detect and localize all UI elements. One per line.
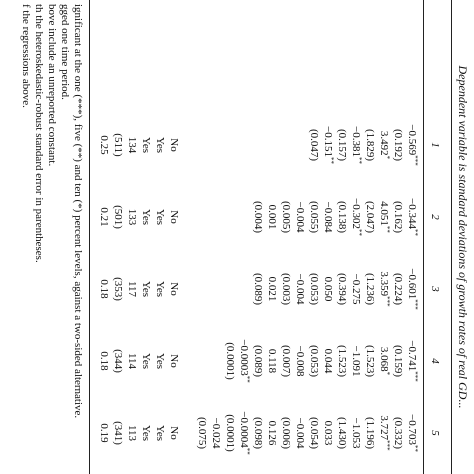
- cell-value: (0.006): [280, 416, 292, 450]
- table-cell: [97, 182, 110, 252]
- table-cell: [321, 398, 334, 468]
- table-cell: [167, 398, 180, 468]
- cell-value: Yes: [140, 280, 152, 297]
- cell-value: (2.047): [364, 200, 376, 234]
- table-cell: [377, 110, 390, 180]
- cell-value: 0.21: [98, 207, 110, 227]
- column-header-2: 2: [429, 214, 441, 220]
- table-cell: [293, 326, 306, 396]
- significance-stars: *: [383, 155, 391, 160]
- cell-value: (0.003): [280, 272, 292, 306]
- table-cell: [97, 254, 110, 324]
- cell-value: 0.044: [322, 348, 334, 374]
- cell-value: (0.098): [252, 416, 264, 450]
- cell-value: No: [168, 210, 180, 224]
- cell-value: (0.332): [392, 416, 404, 450]
- table-cell: [251, 254, 264, 324]
- cell-value: Yes: [140, 208, 152, 225]
- table-cell: [153, 254, 166, 324]
- table-cell: [335, 326, 348, 396]
- cell-value: Yes: [154, 208, 166, 225]
- significance-stars: **: [243, 375, 251, 383]
- table-cell: [363, 182, 376, 252]
- cell-value: (1.523): [336, 344, 348, 378]
- cell-value: (0.075): [196, 416, 208, 450]
- cell-value: (1.236): [364, 272, 376, 306]
- table-cell: [251, 182, 264, 252]
- cell-value: (0.159): [392, 344, 404, 378]
- cell-value: (0.157): [336, 128, 348, 162]
- table-cell: [153, 110, 166, 180]
- cell-value: −0.344: [406, 198, 418, 229]
- cell-value: (0.394): [336, 272, 348, 306]
- table-cell: [405, 182, 418, 252]
- table-cell: [307, 182, 320, 252]
- cell-value: 4.051: [378, 201, 390, 226]
- cell-value: (0.0001): [224, 342, 236, 380]
- cell-value: Yes: [154, 424, 166, 441]
- note-constant: bove include an unreported constant.: [46, 4, 58, 167]
- cell-value: (1.430): [336, 416, 348, 450]
- significance-stars: ***: [383, 440, 391, 451]
- table-cell: [265, 254, 278, 324]
- table-cell: [335, 182, 348, 252]
- table-cell: [279, 326, 292, 396]
- table-cell: [223, 326, 236, 396]
- cell-value: 113: [126, 424, 138, 442]
- column-header-5: 5: [429, 430, 441, 436]
- significance-stars: **: [243, 447, 251, 455]
- cell-value: −0.569: [406, 124, 418, 156]
- table-cell: [349, 254, 362, 324]
- column-header-1: 1: [429, 142, 441, 148]
- cell-value: 0.001: [266, 204, 278, 230]
- cell-value: No: [168, 354, 180, 368]
- cell-value: 0.18: [98, 279, 110, 299]
- cell-value: 3.068: [378, 346, 390, 372]
- cell-value: (0.053): [308, 344, 320, 378]
- cell-value: (0.053): [308, 272, 320, 306]
- significance-stars: **: [355, 228, 363, 236]
- cell-value: (511): [112, 133, 124, 157]
- cell-value: (0.089): [252, 344, 264, 378]
- significance-stars: **: [411, 228, 419, 236]
- cell-value: Yes: [140, 352, 152, 369]
- cell-value: −0.381: [350, 126, 362, 157]
- table-cell: [363, 254, 376, 324]
- cell-value: (0.055): [308, 200, 320, 234]
- significance-stars: **: [355, 156, 363, 164]
- table-cell: [349, 182, 362, 252]
- cell-value: No: [168, 138, 180, 152]
- cell-value: 0.25: [98, 135, 110, 155]
- table-cell: [153, 182, 166, 252]
- table-cell: [153, 326, 166, 396]
- table-cell: [139, 254, 152, 324]
- cell-value: 0.126: [266, 420, 278, 446]
- column-header-3: 3: [429, 286, 441, 292]
- table-cell: [307, 110, 320, 180]
- cell-value: 0.118: [266, 348, 278, 374]
- bottom-rule: [89, 0, 90, 474]
- cell-value: (0.162): [392, 200, 404, 234]
- cell-value: (0.007): [280, 344, 292, 378]
- table-cell: [363, 110, 376, 180]
- table-cell: [279, 182, 292, 252]
- table-cell: [265, 182, 278, 252]
- table-cell: [97, 326, 110, 396]
- table-cell: [139, 326, 152, 396]
- table-notes: [19, 4, 84, 474]
- cell-value: −0.151: [322, 126, 334, 157]
- cell-value: 114: [126, 352, 138, 370]
- table-cell: [125, 110, 138, 180]
- column-header-4: 4: [429, 358, 441, 364]
- cell-value: −0.302: [350, 198, 362, 229]
- table-cell: [209, 398, 222, 468]
- table-cell: [167, 326, 180, 396]
- cell-value: (0.0001): [224, 414, 236, 452]
- table-cell: [377, 326, 390, 396]
- table-cell: [363, 398, 376, 468]
- table-cell: [251, 398, 264, 468]
- table-cell: [223, 398, 236, 468]
- cell-value: (0.089): [252, 272, 264, 306]
- table-cell: [125, 398, 138, 468]
- cell-value: 3.727: [378, 415, 390, 441]
- cell-value: 3.359: [378, 271, 390, 297]
- table-cell: [307, 254, 320, 324]
- note-regressions: f the regressions above.: [20, 4, 32, 108]
- cell-value: 134: [126, 136, 138, 154]
- table-cell: [111, 254, 124, 324]
- cell-value: −0.004: [294, 273, 306, 305]
- table-cell: [237, 326, 250, 396]
- cell-value: (0.005): [280, 200, 292, 234]
- cell-value: −0.004: [294, 201, 306, 233]
- note-significance: ignificant at the one (***), five (**) and ten (*) percent levels, against a two-sided alternative.: [72, 4, 84, 419]
- cell-value: −0.0004: [238, 411, 250, 448]
- table-cell: [377, 182, 390, 252]
- table-cell: [391, 398, 404, 468]
- significance-stars: *: [383, 371, 391, 376]
- table-cell: [111, 182, 124, 252]
- significance-stars: ***: [411, 299, 419, 310]
- cell-value: −0.0003: [238, 339, 250, 376]
- cell-value: −0.008: [294, 345, 306, 377]
- cell-value: Yes: [154, 352, 166, 369]
- table-cell: [167, 254, 180, 324]
- table-cell: [391, 110, 404, 180]
- cell-value: Yes: [154, 280, 166, 297]
- significance-stars: **: [411, 444, 419, 452]
- table-cell: [139, 398, 152, 468]
- table-cell: [153, 398, 166, 468]
- table-cell: [321, 182, 334, 252]
- table-cell: [405, 110, 418, 180]
- table-cell: [335, 110, 348, 180]
- table-cell: [321, 110, 334, 180]
- table-cell: [307, 326, 320, 396]
- cell-value: Yes: [154, 136, 166, 153]
- cell-value: −0.741: [406, 340, 418, 372]
- significance-stars: ***: [411, 155, 419, 166]
- cell-value: (1.523): [364, 344, 376, 378]
- cell-value: 0.033: [322, 420, 334, 446]
- table-cell: [125, 254, 138, 324]
- cell-value: No: [168, 282, 180, 296]
- cell-value: (501): [112, 205, 124, 229]
- table-cell: [405, 398, 418, 468]
- table-cell: [349, 110, 362, 180]
- cell-value: 117: [126, 280, 138, 298]
- table-cell: [293, 254, 306, 324]
- cell-value: 0.18: [98, 351, 110, 371]
- table-cell: [125, 182, 138, 252]
- cell-value: (1.829): [364, 128, 376, 162]
- table-cell: [97, 110, 110, 180]
- cell-value: 0.050: [322, 276, 334, 302]
- table-cell: [293, 182, 306, 252]
- cell-value: Yes: [140, 424, 152, 441]
- significance-stars: ***: [411, 371, 419, 382]
- cell-value: 133: [126, 208, 138, 226]
- table-cell: [391, 326, 404, 396]
- cell-value: −0.275: [350, 273, 362, 305]
- table-cell: [111, 398, 124, 468]
- cell-value: No: [168, 426, 180, 440]
- table-cell: [237, 398, 250, 468]
- cell-value: −0.084: [322, 201, 334, 233]
- cell-value: (0.054): [308, 416, 320, 450]
- table-cell: [265, 398, 278, 468]
- table-cell: [279, 398, 292, 468]
- table-cell: [377, 254, 390, 324]
- table-caption: Dependent variable is standard deviations of growth rates of real GD...: [456, 65, 470, 409]
- cell-value: 0.021: [266, 276, 278, 302]
- table-cell: [97, 398, 110, 468]
- table-cell: [405, 254, 418, 324]
- cell-value: (1.196): [364, 416, 376, 450]
- table-cell: [349, 326, 362, 396]
- cell-value: 3.492: [378, 130, 390, 156]
- table-cell: [251, 326, 264, 396]
- table-cell: [405, 326, 418, 396]
- table-cell: [335, 254, 348, 324]
- cell-value: (0.004): [252, 200, 264, 234]
- cell-value: −1.091: [350, 345, 362, 377]
- top-rule: [451, 0, 452, 474]
- table-cell: [167, 182, 180, 252]
- significance-stars: ***: [383, 296, 391, 307]
- cell-value: (341): [112, 421, 124, 445]
- table-cell: [125, 326, 138, 396]
- header-rule: [423, 0, 424, 474]
- table-cell: [111, 326, 124, 396]
- cell-value: −0.703: [406, 414, 418, 445]
- table-cell: [265, 326, 278, 396]
- table-cell: [111, 110, 124, 180]
- cell-value: −0.024: [210, 417, 222, 449]
- table-cell: [391, 254, 404, 324]
- table-cell: [307, 398, 320, 468]
- cell-value: Yes: [140, 136, 152, 153]
- cell-value: (0.047): [308, 128, 320, 162]
- cell-value: −1.053: [350, 417, 362, 449]
- table-cell: [195, 398, 208, 468]
- table-cell: [139, 110, 152, 180]
- significance-stars: **: [327, 156, 335, 164]
- table-cell: [139, 182, 152, 252]
- cell-value: (0.192): [392, 128, 404, 162]
- cell-value: −0.004: [294, 417, 306, 449]
- cell-value: 0.19: [98, 423, 110, 443]
- table-cell: [377, 398, 390, 468]
- cell-value: −0.601: [406, 268, 418, 300]
- cell-value: (0.138): [336, 200, 348, 234]
- table-cell: [321, 326, 334, 396]
- significance-stars: **: [383, 225, 391, 233]
- table-cell: [363, 326, 376, 396]
- cell-value: (344): [112, 349, 124, 373]
- table-cell: [167, 110, 180, 180]
- table-cell: [391, 182, 404, 252]
- table-cell: [321, 254, 334, 324]
- table-cell: [335, 398, 348, 468]
- cell-value: (353): [112, 277, 124, 301]
- note-lag: gged one time period.: [59, 4, 71, 100]
- table-cell: [279, 254, 292, 324]
- table-cell: [293, 398, 306, 468]
- note-standard-errors: th the heteroskedastic-robust standard error in parentheses.: [33, 4, 45, 263]
- cell-value: (0.224): [392, 272, 404, 306]
- table-cell: [349, 398, 362, 468]
